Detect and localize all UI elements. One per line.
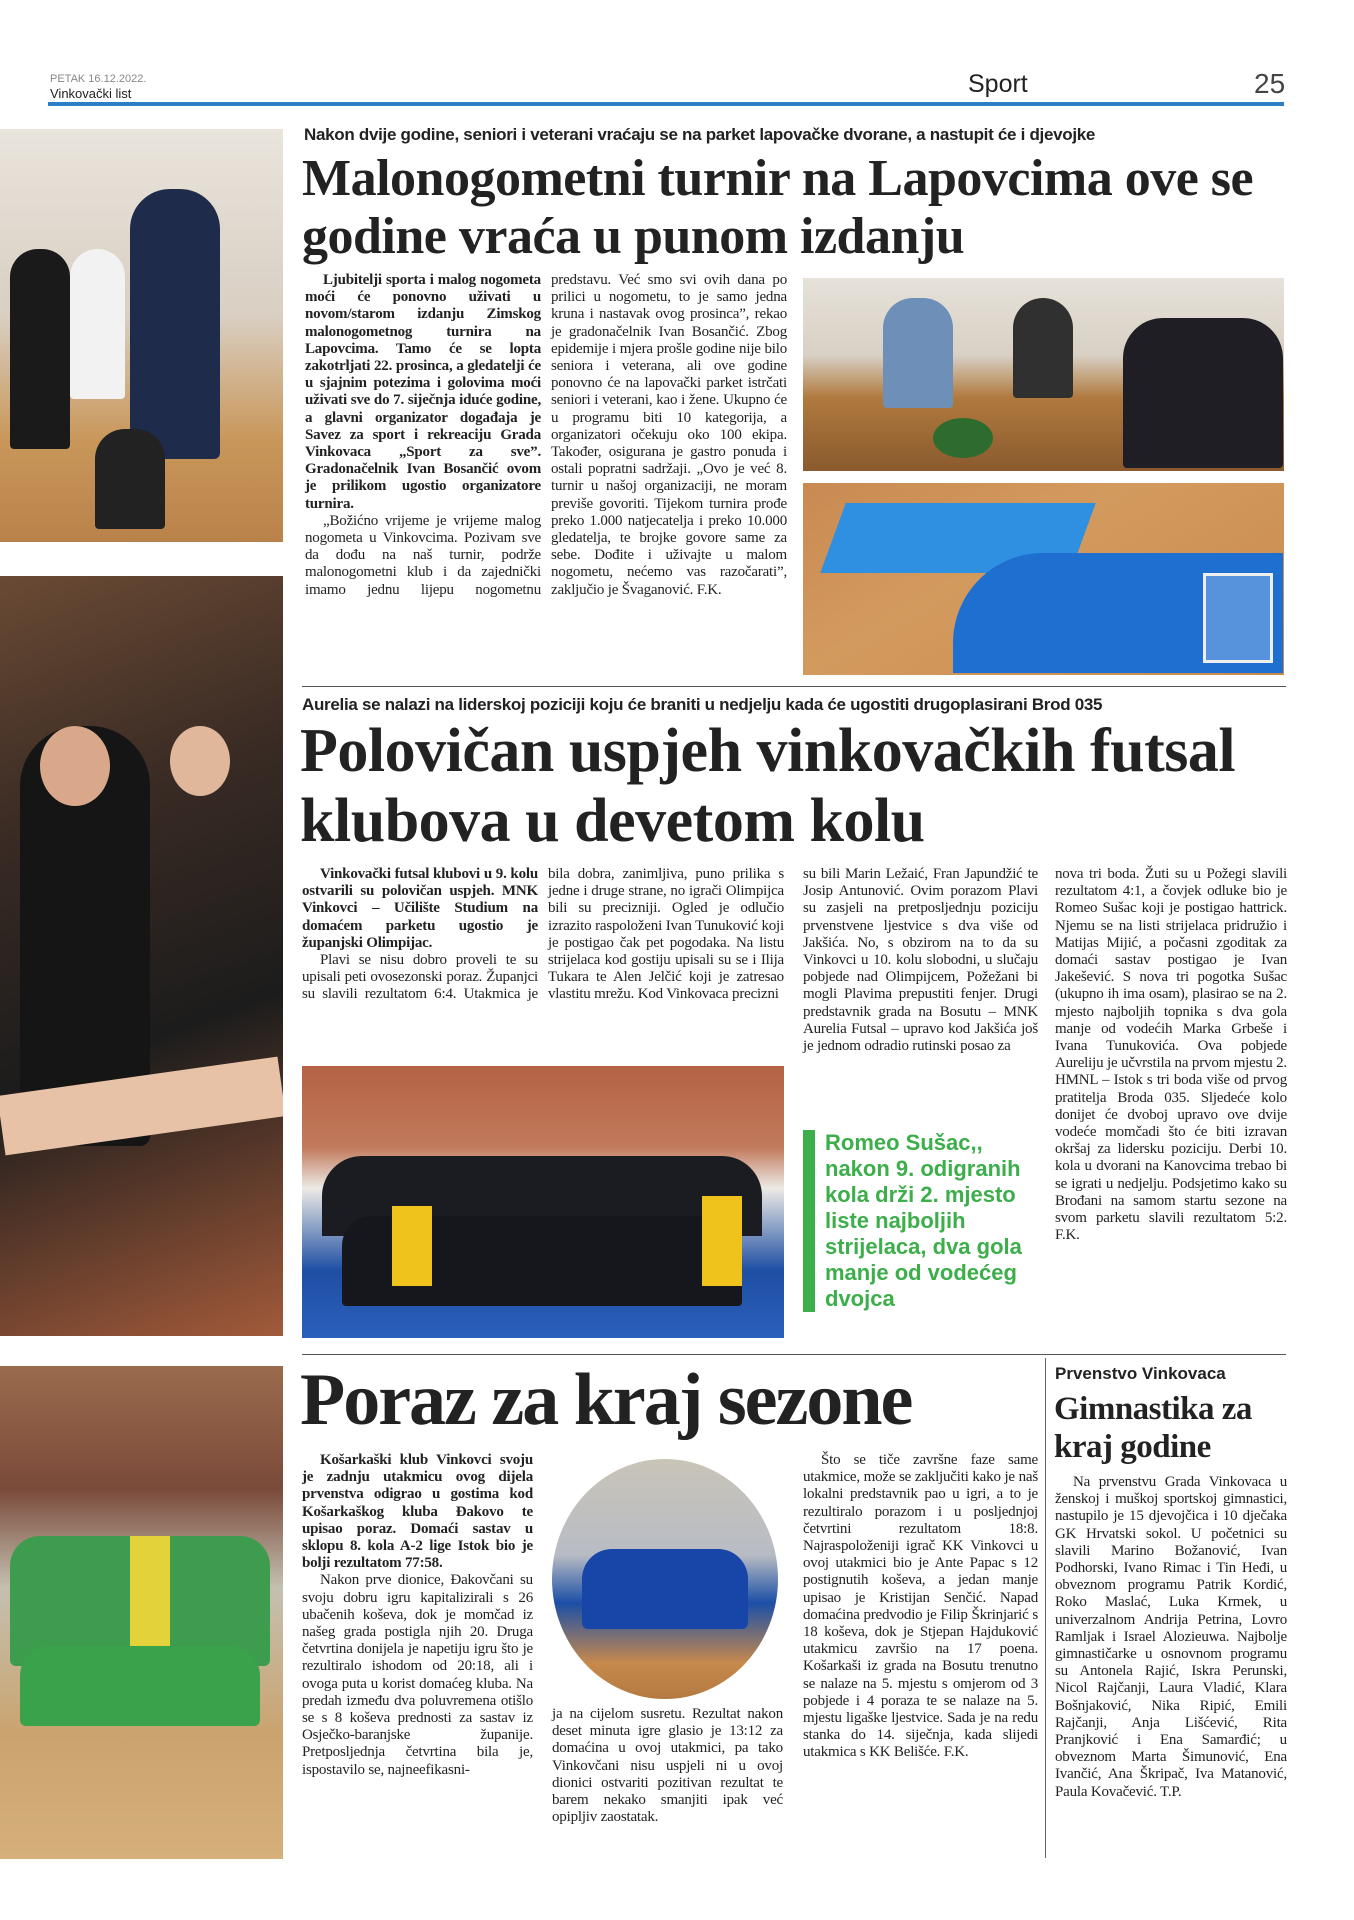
article1-headline: Malonogometni turnir na Lapovcima ove se godine vraća u punom izdanju xyxy=(302,150,1254,265)
article3-text-col1 xyxy=(302,1452,533,1779)
photo-team-hands-together xyxy=(0,576,283,1336)
header-rule xyxy=(48,102,1284,106)
article3-body-b: ja na cijelom susretu. Rezultat nakon deset minuta igre glasio je 13:12 za domaćina u ovoj utakmici, pa tako Vinkovčani nisu uspjeli ni u ovoj dionici ostvariti pozitivan rezultat te barem nekako smanjiti ipak već opipljiv zaostatak. xyxy=(552,1706,783,1826)
article3-headline: Poraz za kraj sezone xyxy=(300,1359,912,1441)
article4-body: Na prvenstvu Grada Vinkovaca u ženskoj i muškoj sportskoj gimnastici, nastupilo je 15 djevojčica i 10 dječaka GK Hrvatski sokol. U početnici su slavili Marino Božanović, Ivan Podhorski, Ivano Rimac i Tin Heđi, u obveznom programu Patrik Kordić, Roko Maslać, Luka Krmek, u univerzalnom Andrija Petrina, Lovro Ramljak i Israel Alozieuwa. Najbolje gimnastičarke u osnovnom programu su Antonela Rajić, Iskra Perunski, Nicol Rajčanji, Laura Vladić, Klara Bošnjaković, Nika Ripić, Emili Rajčanji, Anja Lišćević, Rita Pranjković i Ena Samarđić; u obveznom Marta Šimunović, Ena Ivančić, Ana Škripač, Iva Matanović, Paula Kovačević. T.P. xyxy=(1055,1474,1287,1800)
article1-kicker: Nakon dvije godine, seniori i veterani vraćaju se na parket lapovačke dvorane, a nastupit će i djevojke xyxy=(304,125,1096,144)
article3-body-a: Nakon prve dionice, Đakovčani su svoju dobru igru kapitalizirali s 26 ubačenih koševa, dok je momčad iz našeg grada postigla njih 20. Druga četvrtina donijela je napetiju igru što je rezultiralo ishodom od 20:18, ali i ovoga puta u korist domaćeg kluba. Na predah između dva poluvremena otišlo se s 8 koševa prednosti za sastav iz Osječko-baranjske županije. Pretposljednja četvrtina bila je, ispostavilo se, najneefikasni- xyxy=(302,1572,533,1778)
photo-basketball-team-circle xyxy=(552,1459,778,1699)
article1-lead: Ljubitelji sporta i malog nogometa moći će ponovno uživati u novom/starom izdanju Zimskog malonogometnog turnira na Lapovcima. Tamo će se lopta zakotrljati 22. prosinca, a gledatelji će u sjajnim potezima i golovima moći uživati sve do 7. siječnja iduće godine, a glavni organizator događaja je Savez za sport i rekreaciju Grada Vinkovaca „Sport za sve”. Gradonačelnik Ivan Bosančić ovom je prilikom ugostio organizatore turnira. xyxy=(305,272,541,512)
article4-text xyxy=(1055,1474,1287,1801)
article3-body-c: Što se tiče završne faze same utakmice, može se zaključiti kako je naš lokalni predstavnik pao u igri, a to je rezultiralo porazom i u posljednjoj četvrtini rezultatom 18:8. Najraspoloženiji igrač KK Vinkovci u ovoj utakmici bio je Ante Papac s 12 postignutih koševa, a jedan manje upisao je Kristijan Senčić. Napad domaćina predvodio je Filip Škrinjarić s 18 koševa, dok je Stjepan Hajduković utakmicu završio na 17 poena. Košarkaši iz grada na Bosutu trenutno se nalaze na 5. mjestu s omjerom od 3 pobjede i 4 poraza te se nalaze na 5. mjestu ligaške ljestvice. Sada je na redu stanka do 14. siječnja, kada slijedi utakmica s KK Belišće. F.K. xyxy=(803,1452,1038,1761)
page-number: 25 xyxy=(1254,68,1286,99)
photo-futsal-team xyxy=(302,1066,784,1338)
section-title: Sport xyxy=(968,70,1028,98)
photo-futsal-match xyxy=(803,483,1284,675)
article3-lead: Košarkaški klub Vinkovci svoju je zadnju utakmicu ovog dijela prvenstva odigrao u gostima kod Košarkaškog kluba Đakovo te upisao poraz. Domaći sastav u sklopu 8. kola A-2 lige Istok bio je bolji rezultatom 77:58. xyxy=(302,1452,533,1572)
article2-body-b: su bili Marin Ležaić, Fran Japundžić te Josip Antunović. Ovim porazom Plavi su zasjeli na pretposljednju poziciju prvenstvene ljestvice s dva više od Jakšića. No, s obzirom na to da su Vinkovci u 10. kolu slobodni, u slučaju pobjede nad Olimpijcem, Požežani bi mogli Plavima prepustiti fenjer. Drugi predstavnik grada na Bosutu – MNK Aurelia Futsal – upravo kod Jakšića još je jednom odradio rutinski posao za xyxy=(803,866,1038,1055)
article2-lead: Vinkovački futsal klubovi u 9. kolu ostvarili su polovičan uspjeh. MNK Vinkovci – Učilište Studium na domaćem parketu ugostio je županjski Olimpijac. xyxy=(302,866,538,951)
article1-body: „Božićno vrijeme je vrijeme malog nogometa u Vinkovcima. Pozivam sve da dođu na naš turnir, podrže malonogometni klub i da zajednički imamo jednu lijepu nogometnu predstavu. Već smo svi ovih dana po prilici u nogometu, to je samo jedna kruna i nastavak ovog prosinca”, rekao je gradonačelnik Ivan Bosančić. Zbog epidemije i mjera prošle godine nije bilo seniora i veterana, ali ove godine ponovno će na lapovački parket istrčati seniori i veterani, kao i žene. Ukupno će u programu biti 10 kategorija, a organizatori očekuju oko 100 ekipa. Također, osigurana je gastro ponuda i ostali popratni sadržaji. „Ovo je već 8. turnir u našoj organizaciji, ne moram previše govoriti. Tijekom turnira prođe preko 1.000 natjecatelja i preko 10.000 gledatelja, te brojke govore same za sebe. Dođite i uživajte u malom nogometu, nećemo vas razočarati”, zaključio je Švaganović. F.K. xyxy=(305,272,787,598)
pull-quote: Romeo Sušac,, nakon 9. odigranih kola drži 2. mjesto liste najboljih strijelaca, dva gola manje od vodećeg dvojca xyxy=(803,1130,1048,1312)
article1-text xyxy=(305,272,787,599)
article4-headline: Gimnastika za kraj godine xyxy=(1054,1391,1252,1465)
section-divider xyxy=(302,686,1286,687)
article3-text-col3 xyxy=(803,1452,1038,1762)
article2-headline: Polovičan uspjeh vinkovačkih futsal klubova u devetom kolu xyxy=(300,717,1236,855)
article4-kicker: Prvenstvo Vinkovaca xyxy=(1055,1364,1226,1383)
article2-text-col3 xyxy=(803,866,1038,1055)
article2-body-a: Plavi se nisu dobro proveli te su upisali peti ovosezonski poraz. Županjci su slavili rezultatom 6:4. Utakmica je bila dobra, zanimljiva, puno prilika s jedne i druge strane, no igrači Olimpijca bili su precizniji. Ogled je odlučio izrazito raspoloženi Ivan Tunuković koji je postigao čak pet pogodaka. Na listu strijelaca kod gostiju upisali su se i Ilija Tukara te Alen Jelčić koji je zatresao vlastitu mrežu. Kod Vinkovaca precizni xyxy=(302,866,784,1003)
photo-mayor-meeting xyxy=(803,278,1284,471)
article2-body-c: nova tri boda. Žuti su u Požegi slavili rezultatom 4:1, a čovjek odluke bio je Romeo Sušac koji je postigao hattrick. Njemu se na listi strijelaca pridružio i Matijas Mijić, a počasni zgoditak za domaći sastav postigao je Ivan Jakešević. S nova tri pogotka Sušac (ukupno ih ima osam), plasirao se na 2. mjesto najboljih topnika s dva gola manje od vodećih Marka Grbeše i Ivana Tunukovića. Ova pobjede Aureliju je učvrstila na prvom mjestu 2. HMNL – Istok s tri boda više od prvog pratitelja Broda 035. Sljedeće kolo donijet će dvoboj upravo ove dvije vodeće momčadi što će biti izravan okršaj za lidersku poziciju. Derbi 10. kola u dvorani na Kanovcima trebao bi se igrati u nedjelju. Podsjetimo kako su Brođani na samom startu sezone na svom parketu slavili rezultatom 5:2. F.K. xyxy=(1055,866,1287,1244)
section-divider xyxy=(302,1354,1286,1355)
photo-girls-with-coach xyxy=(0,129,283,542)
article2-kicker: Aurelia se nalazi na liderskoj poziciji koju će braniti u nedjelju kada će ugostiti drugoplasirani Brod 035 xyxy=(302,695,1103,714)
newspaper-name: Vinkovački list xyxy=(50,86,132,101)
photo-gymnastics-team xyxy=(0,1366,283,1859)
article2-text-left xyxy=(302,866,784,1004)
article3-text-col2 xyxy=(552,1706,783,1826)
column-divider xyxy=(1045,1358,1046,1858)
article2-text-col4 xyxy=(1055,866,1287,1244)
issue-date: PETAK 16.12.2022. xyxy=(50,73,147,85)
